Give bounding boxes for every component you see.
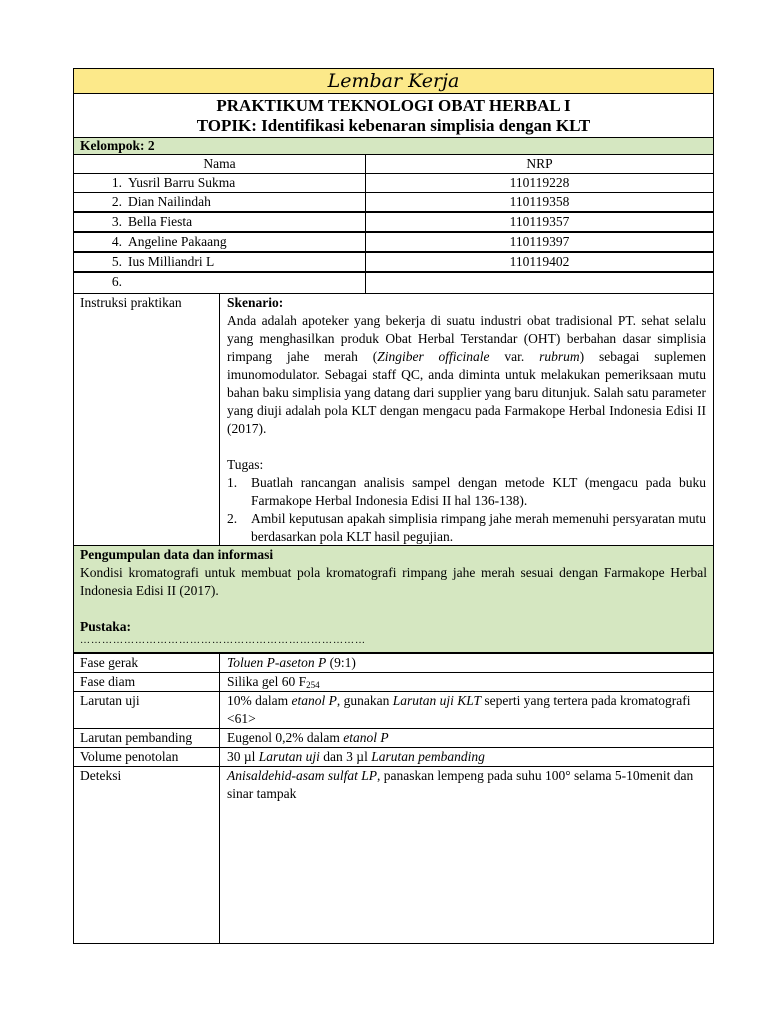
row-number: 5. xyxy=(111,254,122,269)
condition-label: Larutan pembanding xyxy=(73,728,220,748)
condition-label: Fase gerak xyxy=(73,653,220,673)
heading xyxy=(73,93,714,138)
condition-value: 30 µl Larutan uji dan 3 µl Larutan pembanding xyxy=(219,747,714,767)
member-table-header xyxy=(73,154,714,174)
condition-row-deteksi xyxy=(73,766,714,944)
instruction-section xyxy=(73,293,714,546)
condition-row-volume xyxy=(73,747,714,767)
member-nrp: 110119357 xyxy=(365,212,714,232)
row-number: 4. xyxy=(111,234,122,249)
member-name: Angeline Pakaang xyxy=(128,234,227,249)
condition-value: Eugenol 0,2% dalam etanol P xyxy=(219,728,714,748)
member-nrp xyxy=(365,272,714,294)
condition-row-fase-diam xyxy=(73,672,714,692)
scenario-title: Skenario: xyxy=(227,295,284,310)
condition-label: Larutan uji xyxy=(73,691,220,729)
table-row xyxy=(73,272,714,294)
sheet-title: Lembar Kerja xyxy=(73,68,714,94)
scenario-text: Anda adalah apoteker yang bekerja di suatu industri obat tradisional PT. sehat selalu yang menghasilkan produk Obat Herbal Terstandar (OHT) berbahan dasar simplisia rimpang jahe merah (Zingiber officinale var. rubrum) sebagai suplemen imunomodulator. Sebagai staff QC, anda diminta untuk melakukan pemeriksaan mutu bahan baku simplisia yang datang dari supplier yang baru ditunjuk. Salah satu parameter yang diuji adalah pola KLT dengan mengacu pada Farmakope Herbal Indonesia Edisi II (2017). xyxy=(227,313,707,436)
condition-value: Anisaldehid-asam sulfat LP, panaskan lempeng pada suhu 100° selama 5-10menit dan sinar tampak xyxy=(219,766,714,944)
condition-row-pembanding xyxy=(73,728,714,748)
heading-line-2: TOPIK: Identifikasi kebenaran simplisia dengan KLT xyxy=(196,116,591,135)
condition-row-larutan-uji xyxy=(73,691,714,729)
row-number: 6. xyxy=(111,274,122,289)
table-row xyxy=(73,212,714,232)
list-item: 1. Buatlah rancangan analisis sampel dengan metode KLT (mengacu pada buku Farmakope Herbal Indonesia Edisi II hal 136-138). xyxy=(227,475,706,508)
row-number: 1. xyxy=(111,175,122,190)
table-row xyxy=(73,192,714,212)
member-name: Bella Fiesta xyxy=(128,214,193,229)
instruction-content xyxy=(219,293,714,546)
member-nrp: 110119358 xyxy=(365,192,714,212)
condition-row-fase-gerak xyxy=(73,653,714,673)
pustaka-dots: …………………………………………………………………… xyxy=(80,635,366,646)
table-row xyxy=(73,173,714,193)
condition-label: Fase diam xyxy=(73,672,220,692)
member-name: Dian Nailindah xyxy=(128,194,211,209)
column-header-name: Nama xyxy=(73,154,366,174)
member-nrp: 110119402 xyxy=(365,252,714,272)
condition-label: Volume penotolan xyxy=(73,747,220,767)
table-row xyxy=(73,252,714,272)
table-row xyxy=(73,232,714,252)
condition-value: 10% dalam etanol P, gunakan Larutan uji KLT seperti yang tertera pada kromatografi <61> xyxy=(219,691,714,729)
collection-text: Kondisi kromatografi untuk membuat pola kromatografi rimpang jahe merah sesuai dengan Farmakope Herbal Indonesia Edisi II (2017). xyxy=(80,565,707,598)
condition-label: Deteksi xyxy=(73,766,220,944)
member-name: Ius Milliandri L xyxy=(128,254,215,269)
member-nrp: 110119397 xyxy=(365,232,714,252)
condition-value: Toluen P-aseton P (9:1) xyxy=(219,653,714,673)
pustaka-label: Pustaka: xyxy=(80,619,132,634)
row-number: 2. xyxy=(111,194,122,209)
member-name: Yusril Barru Sukma xyxy=(128,175,236,190)
member-nrp: 110119228 xyxy=(365,173,714,193)
group-label: Kelompok: 2 xyxy=(73,137,714,155)
heading-line-1: PRAKTIKUM TEKNOLOGI OBAT HERBAL I xyxy=(216,96,571,115)
collection-section xyxy=(73,545,714,653)
column-header-nrp: NRP xyxy=(365,154,714,174)
instruction-label: Instruksi praktikan xyxy=(73,293,220,546)
list-item: 2. Ambil keputusan apakah simplisia rimpang jahe merah memenuhi persyaratan mutu berdasarkan pola KLT hasil pegujian. xyxy=(227,511,706,544)
condition-value: Silika gel 60 $F_{254}$ xyxy=(219,672,714,692)
row-number: 3. xyxy=(111,214,122,229)
collection-title: Pengumpulan data dan informasi xyxy=(80,547,274,562)
tasks-title: Tugas: xyxy=(227,457,264,472)
